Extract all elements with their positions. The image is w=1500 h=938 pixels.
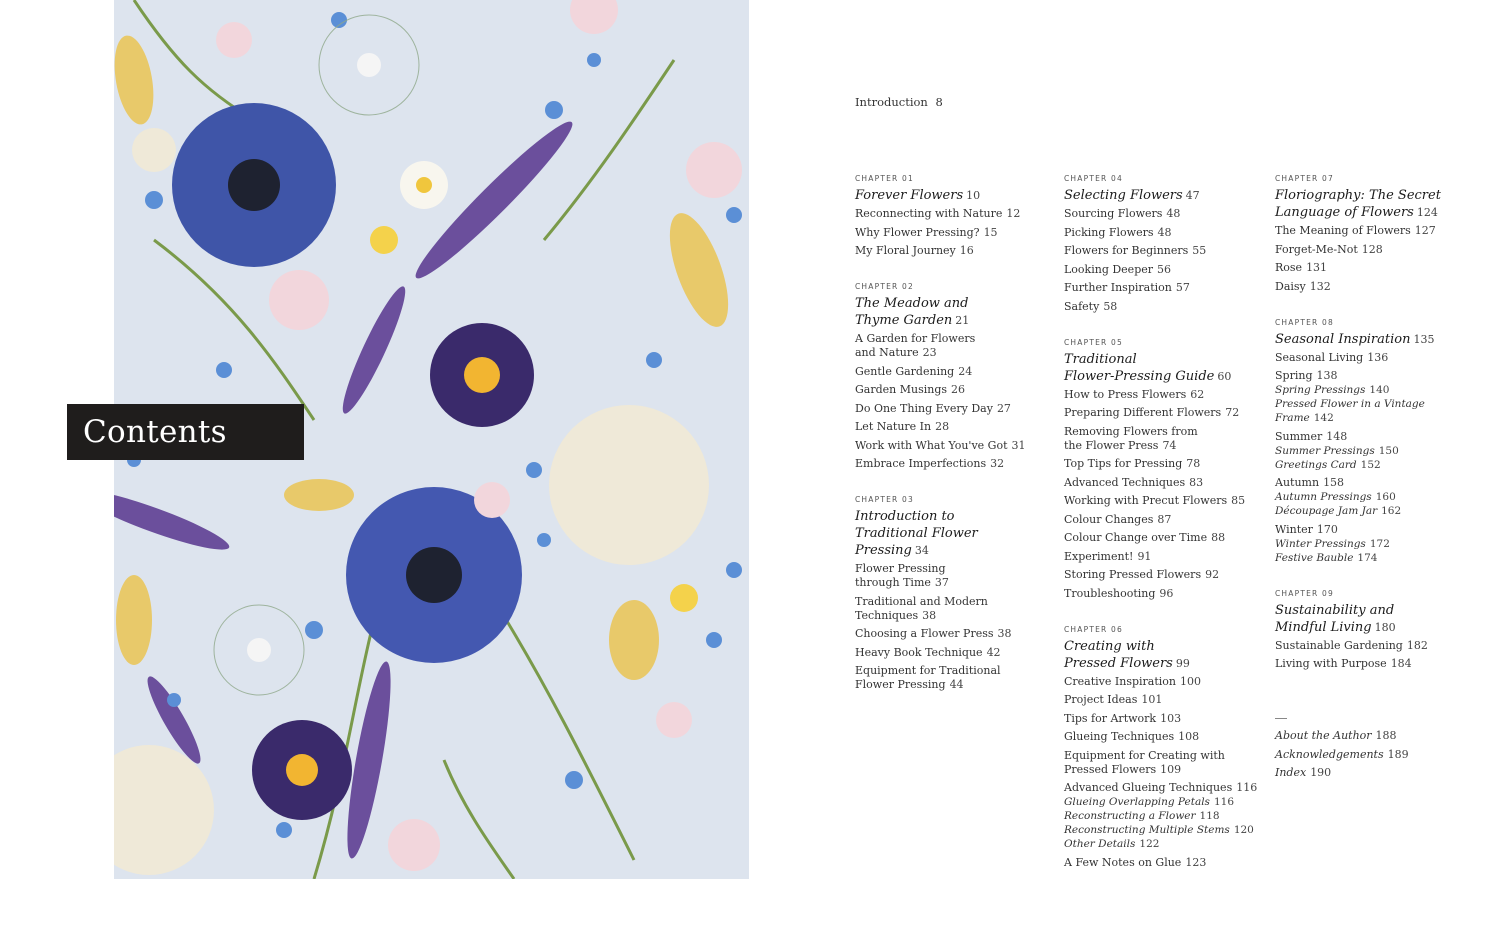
toc-entry-label: Heavy Book Technique	[855, 645, 983, 659]
chapter-title[interactable]	[855, 295, 1055, 329]
toc-entry-label: Looking Deeper	[1064, 262, 1154, 276]
chapter-page-number: 180	[1374, 620, 1396, 634]
toc-entry[interactable]	[1275, 657, 1475, 671]
toc-subentry-page: 160	[1375, 491, 1396, 503]
chapter-title[interactable]	[855, 187, 1055, 204]
toc-entry[interactable]	[1275, 224, 1475, 238]
toc-subentry[interactable]	[1064, 809, 1264, 823]
toc-subentry-page: 142	[1313, 412, 1334, 424]
chapter-number-label: CHAPTER 04	[1064, 174, 1123, 183]
toc-entry-page: 92	[1205, 568, 1220, 581]
toc-entry-line: Equipment for Creating with	[1064, 748, 1225, 762]
toc-entry[interactable]	[1064, 513, 1264, 527]
toc-entry[interactable]	[855, 332, 1055, 360]
toc-entry-label: Living with Purpose	[1275, 657, 1387, 670]
toc-entry[interactable]	[855, 562, 1055, 590]
page-title: Contents	[67, 404, 304, 460]
toc-entry-label: Safety	[1064, 299, 1100, 313]
toc-entry-page: 78	[1186, 457, 1201, 470]
chapter-title-line: Creating with	[1064, 638, 1155, 654]
toc-chapter	[1275, 174, 1475, 294]
toc-entry[interactable]	[1064, 207, 1264, 221]
toc-entry-label: Glueing Techniques	[1064, 730, 1175, 743]
chapter-title[interactable]	[1275, 187, 1475, 221]
toc-entry-page: 62	[1190, 387, 1205, 401]
toc-entry-label: Garden Musings	[855, 383, 948, 396]
toc-entry-line: the Flower Press	[1064, 438, 1159, 452]
toc-entry-page: 131	[1306, 261, 1328, 274]
toc-subentry-label: Autumn Pressings	[1275, 491, 1372, 503]
toc-chapter	[1275, 318, 1475, 565]
back-matter-label: Acknowledgements	[1275, 747, 1384, 761]
toc-entry-label: Work with What You've Got	[855, 438, 1008, 452]
toc-entry[interactable]	[1064, 550, 1264, 564]
toc-entry-line: Removing Flowers from	[1064, 424, 1198, 438]
toc-subentry[interactable]	[1275, 551, 1475, 565]
toc-entry-label: Let Nature In	[855, 420, 932, 433]
toc-entry[interactable]	[1064, 749, 1264, 777]
toc-entry-page: 44	[949, 678, 964, 691]
chapter-title[interactable]	[1275, 331, 1475, 348]
toc-entry-label: Autumn	[1275, 476, 1320, 489]
back-matter-entry[interactable]	[1275, 748, 1475, 762]
toc-entry-page: 27	[996, 401, 1011, 415]
chapter-page-number: 34	[914, 544, 929, 557]
toc-subentry-label: Summer Pressings	[1275, 444, 1375, 457]
toc-entry-page: 109	[1160, 762, 1182, 776]
toc-entry[interactable]	[855, 664, 1055, 692]
toc-entry-page: 38	[922, 608, 937, 622]
toc-entry-page: 15	[983, 225, 998, 239]
toc-subentry[interactable]	[1064, 823, 1264, 837]
chapter-title[interactable]	[1064, 351, 1264, 385]
chapter-title-line: Thyme Garden	[855, 313, 953, 328]
toc-subentry-page: 140	[1369, 384, 1390, 396]
toc-subentry[interactable]	[1275, 490, 1475, 504]
toc-entry-label: Rose	[1275, 261, 1303, 274]
toc-entry[interactable]	[1275, 351, 1475, 365]
chapter-number-label: CHAPTER 08	[1275, 317, 1334, 327]
toc-entry[interactable]	[1064, 226, 1264, 240]
section-divider	[1275, 718, 1287, 719]
chapter-page-number: 99	[1175, 656, 1190, 670]
toc-entry-page: 128	[1361, 242, 1383, 256]
toc-entry-label: Colour Change over Time	[1064, 531, 1208, 544]
chapter-page-number: 135	[1413, 332, 1435, 346]
toc-entry[interactable]	[855, 627, 1055, 641]
toc-entry[interactable]	[1064, 587, 1264, 601]
toc-entry-label: Embrace Imperfections	[855, 457, 987, 470]
chapter-page-number: 21	[955, 314, 970, 327]
toc-entry-label: Preparing Different Flowers	[1064, 406, 1222, 419]
toc-entry-label: The Meaning of Flowers	[1275, 224, 1411, 237]
toc-entry-label: Advanced Techniques	[1064, 475, 1186, 489]
toc-entry-label: Experiment!	[1064, 549, 1134, 563]
toc-entry-label: Picking Flowers	[1064, 225, 1154, 239]
toc-entry-label: How to Press Flowers	[1064, 387, 1187, 401]
toc-entry-label: Tips for Artwork	[1064, 711, 1157, 725]
toc-entry[interactable]	[1064, 425, 1264, 453]
toc-subentry-label: Reconstructing Multiple Stems	[1064, 824, 1230, 836]
toc-subentry-label: Reconstructing a Flower	[1064, 810, 1196, 822]
toc-entry[interactable]	[1064, 244, 1264, 258]
toc-column-3	[1275, 174, 1475, 695]
toc-entry[interactable]	[1275, 430, 1475, 444]
toc-entry-page: 123	[1185, 855, 1207, 869]
toc-entry[interactable]	[1275, 639, 1475, 653]
toc-entry-page: 83	[1189, 475, 1204, 489]
toc-entry-label: Forget-Me-Not	[1275, 242, 1358, 256]
chapter-page-number: 47	[1185, 189, 1200, 202]
toc-subentry[interactable]	[1064, 837, 1264, 851]
chapter-title-line: Traditional	[1064, 351, 1137, 367]
toc-entry-page: 101	[1141, 693, 1163, 706]
toc-entry-label: Sourcing Flowers	[1064, 207, 1163, 220]
toc-entry[interactable]	[1064, 568, 1264, 582]
toc-chapter	[855, 174, 1055, 258]
toc-entry-page: 48	[1157, 225, 1172, 239]
toc-entry-label: Further Inspiration	[1064, 281, 1172, 294]
toc-entry-line: through Time	[855, 576, 931, 589]
toc-entry-page: 38	[997, 627, 1012, 640]
toc-entry-page: 127	[1414, 224, 1436, 237]
toc-column-2	[1064, 174, 1264, 894]
toc-chapter	[855, 282, 1055, 471]
toc-entry-page: 57	[1175, 281, 1190, 294]
toc-entry-label: Creative Inspiration	[1064, 674, 1176, 688]
toc-entry-page: 32	[990, 457, 1005, 470]
toc-entry-page: 103	[1160, 711, 1182, 725]
toc-subentry-page: 162	[1381, 505, 1402, 517]
back-matter-page: 188	[1375, 729, 1397, 742]
toc-entry-page: 8	[935, 95, 943, 109]
toc-entry[interactable]	[855, 383, 1055, 397]
toc-introduction[interactable]	[855, 95, 943, 109]
toc-chapter	[1275, 589, 1475, 672]
toc-entry-label: Why Flower Pressing?	[855, 225, 980, 239]
chapter-number-label: CHAPTER 07	[1275, 174, 1334, 183]
chapter-number-label: CHAPTER 01	[855, 174, 914, 183]
back-matter-entry[interactable]	[1275, 766, 1475, 780]
toc-entry-page: 182	[1406, 638, 1428, 652]
toc-entry[interactable]	[1064, 476, 1264, 490]
toc-subentry-page: 116	[1213, 796, 1234, 808]
toc-entry[interactable]	[1275, 280, 1475, 294]
toc-entry-label: Winter	[1275, 522, 1313, 536]
toc-entry-page: 132	[1309, 279, 1331, 293]
chapter-title-text: Forever Flowers	[855, 188, 964, 203]
chapter-number-label: CHAPTER 02	[855, 282, 914, 291]
toc-entry[interactable]	[1064, 457, 1264, 471]
toc-entry-line: Traditional and Modern	[855, 594, 988, 608]
toc-entry-label: Summer	[1275, 429, 1323, 443]
toc-entry[interactable]	[855, 595, 1055, 623]
toc-entry[interactable]	[1064, 856, 1264, 870]
toc-entry-page: 23	[922, 346, 937, 359]
toc-entry[interactable]	[1275, 243, 1475, 257]
toc-entry[interactable]	[855, 439, 1055, 453]
toc-entry-page: 72	[1225, 406, 1240, 419]
toc-subentry[interactable]	[1275, 397, 1475, 425]
toc-entry-line: A Garden for Flowers	[855, 332, 976, 345]
chapter-page-number: 124	[1416, 206, 1438, 219]
back-matter-label: About the Author	[1275, 729, 1372, 742]
toc-entry-line: Flower Pressing	[855, 678, 946, 691]
toc-entry[interactable]	[855, 365, 1055, 379]
toc-entry[interactable]	[855, 226, 1055, 240]
toc-subentry[interactable]	[1275, 383, 1475, 397]
toc-entry[interactable]	[1064, 531, 1264, 545]
toc-entry[interactable]	[1064, 300, 1264, 314]
chapter-number-label: CHAPTER 06	[1064, 624, 1123, 634]
back-matter	[1275, 718, 1475, 785]
toc-subentry[interactable]	[1275, 444, 1475, 458]
toc-entry-page: 87	[1157, 512, 1172, 526]
toc-chapter	[855, 495, 1055, 692]
toc-entry-label: Storing Pressed Flowers	[1064, 568, 1202, 581]
back-matter-page: 190	[1310, 766, 1332, 779]
toc-entry[interactable]	[1064, 730, 1264, 744]
toc-entry-line: and Nature	[855, 346, 919, 359]
toc-entry-page: 100	[1180, 674, 1201, 688]
toc-entry[interactable]	[855, 402, 1055, 416]
toc-entry-label: Do One Thing Every Day	[855, 401, 993, 415]
toc-subentry-page: 152	[1360, 458, 1381, 471]
chapter-number-label: CHAPTER 05	[1064, 337, 1123, 347]
toc-entry-page: 136	[1367, 350, 1389, 364]
back-matter-page: 189	[1387, 747, 1409, 761]
chapter-title-text: Seasonal Inspiration	[1275, 331, 1411, 347]
toc-entry[interactable]	[1064, 675, 1264, 689]
chapter-title-line: Traditional Flower	[855, 526, 978, 541]
toc-subentry-page: 120	[1233, 824, 1254, 836]
chapter-title-line: Floriography: The Secret	[1275, 188, 1441, 203]
chapter-title[interactable]	[1275, 602, 1475, 636]
toc-subentry[interactable]	[1275, 537, 1475, 551]
toc-subentry-label: Other Details	[1064, 838, 1136, 850]
toc-entry-page: 12	[1006, 207, 1021, 220]
toc-entry[interactable]	[1064, 406, 1264, 420]
toc-entry-line: Pressed Flowers	[1064, 762, 1157, 776]
toc-subentry-page: 174	[1357, 551, 1378, 564]
toc-entry[interactable]	[855, 420, 1055, 434]
toc-entry-label: Sustainable Gardening	[1275, 638, 1403, 652]
toc-subentry-label: Festive Bauble	[1275, 551, 1354, 564]
chapter-number-label: CHAPTER 03	[855, 495, 914, 504]
toc-entry-label: Seasonal Living	[1275, 350, 1364, 364]
chapter-title-line: Sustainability and	[1275, 602, 1395, 618]
toc-chapter	[1064, 625, 1264, 870]
chapter-title-text: Selecting Flowers	[1064, 188, 1183, 203]
toc-entry[interactable]	[1275, 369, 1475, 383]
chapter-page-number: 60	[1217, 369, 1232, 383]
toc-entry[interactable]	[1064, 781, 1264, 795]
toc-entry-label: Introduction	[855, 95, 928, 109]
toc-entry-label: Gentle Gardening	[855, 364, 955, 378]
chapter-title[interactable]	[1064, 638, 1264, 672]
toc-entry-page: 26	[951, 383, 966, 396]
chapter-title-line: Flower-Pressing Guide	[1064, 368, 1215, 384]
toc-entry[interactable]	[1275, 261, 1475, 275]
toc-entry-label: Project Ideas	[1064, 693, 1138, 706]
toc-entry-page: 88	[1211, 531, 1226, 544]
toc-subentry-label: Pressed Flower in a Vintage Frame	[1275, 398, 1425, 424]
chapter-title-line: Pressing	[855, 543, 912, 558]
toc-entry-page: 24	[958, 364, 973, 378]
toc-entry-label: Daisy	[1275, 279, 1306, 293]
toc-entry-label: Troubleshooting	[1064, 586, 1156, 600]
toc-entry-label: Choosing a Flower Press	[855, 627, 994, 640]
toc-entry-page: 56	[1157, 262, 1172, 276]
toc-entry[interactable]	[1064, 712, 1264, 726]
toc-entry-label: Top Tips for Pressing	[1064, 457, 1183, 470]
toc-subentry[interactable]	[1275, 458, 1475, 472]
toc-subentry-page: 122	[1139, 838, 1160, 850]
toc-entry-label: Advanced Glueing Techniques	[1064, 781, 1233, 794]
toc-entry[interactable]	[855, 457, 1055, 471]
chapter-title[interactable]	[1064, 187, 1264, 204]
toc-entry[interactable]	[1275, 476, 1475, 490]
toc-entry-page: 108	[1178, 730, 1200, 743]
toc-subentry-label: Découpage Jam Jar	[1275, 505, 1378, 517]
toc-entry-label: A Few Notes on Glue	[1064, 855, 1182, 869]
toc-entry[interactable]	[855, 646, 1055, 660]
toc-entry-page: 16	[959, 244, 974, 257]
chapter-title-line: Pressed Flowers	[1064, 655, 1173, 671]
toc-entry-line: Techniques	[855, 608, 919, 622]
toc-column-1	[855, 174, 1055, 716]
toc-entry-label: Working with Precut Flowers	[1064, 494, 1228, 507]
toc-entry-label: My Floral Journey	[855, 244, 956, 257]
toc-entry-page: 138	[1316, 369, 1338, 382]
toc-entry-page: 42	[986, 645, 1001, 659]
toc-entry-page: 96	[1159, 586, 1174, 600]
toc-entry-page: 184	[1390, 657, 1412, 670]
toc-entry[interactable]	[855, 244, 1055, 258]
toc-entry-page: 116	[1236, 781, 1258, 794]
chapter-title-line: Mindful Living	[1275, 619, 1372, 635]
toc-entry-line: Flower Pressing	[855, 562, 946, 575]
toc-entry[interactable]	[855, 207, 1055, 221]
chapter-page-number: 10	[966, 189, 981, 202]
toc-subentry[interactable]	[1064, 795, 1264, 809]
toc-entry-page: 48	[1166, 207, 1181, 220]
toc-entry-page: 37	[934, 576, 949, 589]
back-matter-label: Index	[1275, 766, 1307, 779]
toc-entry[interactable]	[1064, 494, 1264, 508]
toc-subentry[interactable]	[1275, 504, 1475, 518]
toc-entry-page: 158	[1323, 476, 1345, 489]
toc-entry-page: 28	[935, 420, 950, 433]
toc-entry-page: 170	[1316, 522, 1338, 536]
toc-chapter	[1064, 174, 1264, 314]
toc-entry[interactable]	[1064, 281, 1264, 295]
toc-subentry-label: Spring Pressings	[1275, 384, 1366, 396]
chapter-title[interactable]	[855, 508, 1055, 559]
chapter-title-line: The Meadow and	[855, 296, 969, 311]
toc-entry-page: 31	[1011, 438, 1026, 452]
toc-subentry-label: Winter Pressings	[1275, 537, 1366, 550]
toc-subentry-page: 172	[1369, 537, 1390, 550]
toc-subentry-label: Glueing Overlapping Petals	[1064, 796, 1210, 808]
toc-entry-page: 58	[1103, 299, 1118, 313]
toc-entry-page: 91	[1137, 549, 1152, 563]
toc-entry-page: 55	[1192, 244, 1207, 257]
toc-entry-line: Equipment for Traditional	[855, 664, 1001, 677]
toc-entry-label: Colour Changes	[1064, 512, 1154, 526]
chapter-title-line: Introduction to	[855, 509, 955, 524]
toc-entry[interactable]	[1064, 693, 1264, 707]
chapter-number-label: CHAPTER 09	[1275, 588, 1334, 598]
toc-entry-page: 85	[1231, 494, 1246, 507]
toc-chapter	[1064, 338, 1264, 601]
toc-entry-label: Flowers for Beginners	[1064, 244, 1189, 257]
back-matter-entry[interactable]	[1275, 729, 1475, 743]
toc-subentry-page: 150	[1378, 444, 1399, 457]
toc-entry[interactable]	[1064, 388, 1264, 402]
toc-entry-label: Spring	[1275, 369, 1313, 382]
toc-entry-page: 148	[1326, 429, 1348, 443]
toc-entry-page: 74	[1162, 438, 1177, 452]
toc-entry[interactable]	[1275, 523, 1475, 537]
toc-subentry-page: 118	[1199, 810, 1220, 822]
toc-entry[interactable]	[1064, 263, 1264, 277]
chapter-title-line: Language of Flowers	[1275, 205, 1414, 220]
toc-entry-label: Reconnecting with Nature	[855, 207, 1003, 220]
toc-subentry-label: Greetings Card	[1275, 458, 1357, 471]
